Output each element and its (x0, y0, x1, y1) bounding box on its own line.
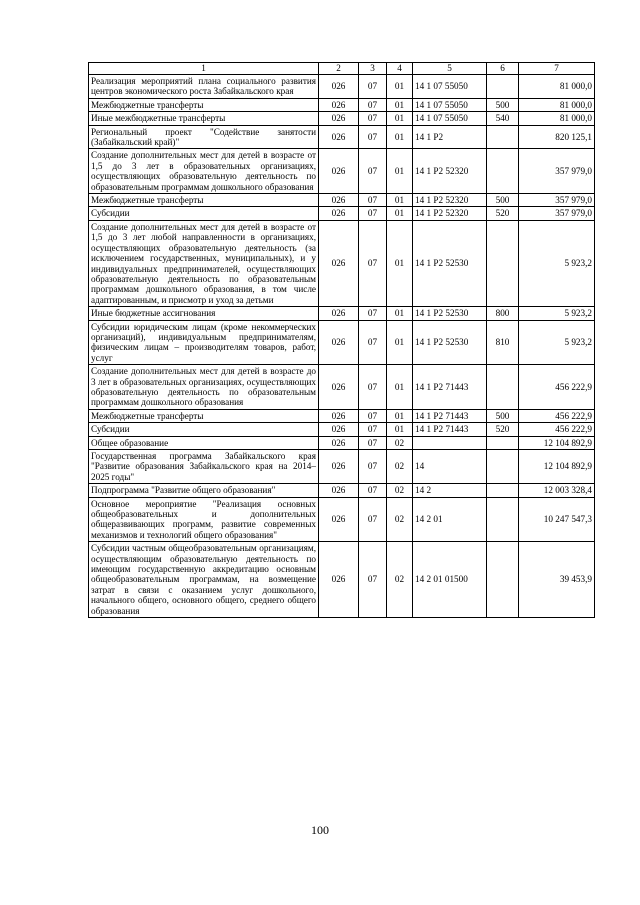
cell-amount: 39 453,9 (519, 542, 595, 618)
cell-ministry-code: 026 (319, 112, 359, 125)
cell-amount: 12 104 892,9 (519, 436, 595, 449)
cell-name: Региональный проект "Содействие занятости (Забайкальский край)" (89, 125, 319, 149)
cell-target-article: 14 1 P2 71443 (413, 409, 487, 422)
cell-expense-type (487, 365, 519, 410)
cell-target-article: 14 1 P2 52530 (413, 320, 487, 365)
table-row (89, 450, 595, 484)
cell-amount: 81 000,0 (519, 112, 595, 125)
table-row (89, 125, 595, 149)
cell-section: 07 (359, 365, 387, 410)
cell-expense-type (487, 484, 519, 497)
cell-subsection: 02 (387, 450, 413, 484)
cell-subsection: 02 (387, 436, 413, 449)
cell-subsection: 01 (387, 307, 413, 320)
cell-subsection: 01 (387, 112, 413, 125)
cell-name: Субсидии (89, 207, 319, 220)
budget-table (88, 62, 595, 618)
cell-name: Создание дополнительных мест для детей в возрасте до 3 лет в образовательных организациях, осуществляющих образовательную деятельность по образовательным программам дошкольного образования (89, 365, 319, 410)
cell-amount: 5 923,2 (519, 320, 595, 365)
cell-target-article: 14 2 01 (413, 497, 487, 542)
cell-name: Государственная программа Забайкальского края "Развитие образования Забайкальского края на 2014–2025 годы" (89, 450, 319, 484)
cell-subsection: 02 (387, 484, 413, 497)
cell-section: 07 (359, 194, 387, 207)
column-header-6: 6 (487, 63, 519, 75)
cell-amount: 456 222,9 (519, 423, 595, 436)
cell-section: 07 (359, 207, 387, 220)
cell-amount: 5 923,2 (519, 220, 595, 306)
cell-section: 07 (359, 436, 387, 449)
cell-expense-type (487, 220, 519, 306)
cell-subsection: 01 (387, 320, 413, 365)
cell-ministry-code: 026 (319, 75, 359, 99)
cell-amount: 357 979,0 (519, 194, 595, 207)
cell-expense-type (487, 149, 519, 194)
cell-name: Межбюджетные трансферты (89, 98, 319, 111)
table-row (89, 112, 595, 125)
cell-expense-type: 540 (487, 112, 519, 125)
cell-name: Реализация мероприятий плана социального развития центров экономического роста Забайкальского края (89, 75, 319, 99)
cell-section: 07 (359, 497, 387, 542)
cell-expense-type (487, 450, 519, 484)
table-header-row (89, 63, 595, 75)
cell-target-article: 14 1 P2 52530 (413, 307, 487, 320)
cell-target-article (413, 436, 487, 449)
cell-ministry-code: 026 (319, 194, 359, 207)
cell-expense-type: 500 (487, 409, 519, 422)
cell-target-article: 14 1 P2 52320 (413, 207, 487, 220)
cell-target-article: 14 1 P2 52320 (413, 149, 487, 194)
cell-ministry-code: 026 (319, 320, 359, 365)
column-header-7: 7 (519, 63, 595, 75)
cell-target-article: 14 2 01 01500 (413, 542, 487, 618)
cell-expense-type (487, 497, 519, 542)
page-number: 100 (311, 823, 329, 837)
cell-ministry-code: 026 (319, 365, 359, 410)
cell-section: 07 (359, 149, 387, 194)
cell-ministry-code: 026 (319, 542, 359, 618)
cell-expense-type: 500 (487, 194, 519, 207)
cell-target-article: 14 1 07 55050 (413, 75, 487, 99)
cell-expense-type (487, 125, 519, 149)
cell-amount: 357 979,0 (519, 207, 595, 220)
table-row (89, 98, 595, 111)
cell-section: 07 (359, 98, 387, 111)
cell-section: 07 (359, 125, 387, 149)
cell-target-article: 14 (413, 450, 487, 484)
cell-subsection: 01 (387, 98, 413, 111)
cell-ministry-code: 026 (319, 307, 359, 320)
cell-subsection: 01 (387, 365, 413, 410)
cell-amount: 820 125,1 (519, 125, 595, 149)
cell-expense-type (487, 436, 519, 449)
cell-ministry-code: 026 (319, 149, 359, 194)
table-body (89, 75, 595, 618)
cell-amount: 10 247 547,3 (519, 497, 595, 542)
table-row (89, 149, 595, 194)
cell-subsection: 01 (387, 125, 413, 149)
cell-target-article: 14 1 P2 52530 (413, 220, 487, 306)
cell-amount: 81 000,0 (519, 75, 595, 99)
cell-amount: 12 104 892,9 (519, 450, 595, 484)
cell-expense-type (487, 542, 519, 618)
table-row (89, 484, 595, 497)
cell-name: Иные межбюджетные трансферты (89, 112, 319, 125)
cell-section: 07 (359, 320, 387, 365)
table-row (89, 409, 595, 422)
cell-target-article: 14 1 07 55050 (413, 112, 487, 125)
cell-ministry-code: 026 (319, 497, 359, 542)
table-row (89, 220, 595, 306)
cell-amount: 12 003 328,4 (519, 484, 595, 497)
cell-ministry-code: 026 (319, 450, 359, 484)
cell-ministry-code: 026 (319, 423, 359, 436)
cell-subsection: 01 (387, 423, 413, 436)
cell-expense-type: 520 (487, 423, 519, 436)
cell-amount: 456 222,9 (519, 409, 595, 422)
cell-section: 07 (359, 450, 387, 484)
table-row (89, 365, 595, 410)
cell-expense-type (487, 75, 519, 99)
column-header-2: 2 (319, 63, 359, 75)
cell-name: Создание дополнительных мест для детей в возрасте от 1,5 до 3 лет любой направленности в организациях, осуществляющих образовательную деятельность (за исключением государственных, муниципальных), и у индивидуальных предпринимателей, осуществляющих образовательную деятельность по образовательным программам дошкольного образования, в том числе адаптированным, и присмотр и уход за детьми (89, 220, 319, 306)
table-row (89, 207, 595, 220)
cell-section: 07 (359, 484, 387, 497)
table-row (89, 194, 595, 207)
column-header-3: 3 (359, 63, 387, 75)
table-row (89, 423, 595, 436)
cell-subsection: 01 (387, 207, 413, 220)
cell-section: 07 (359, 423, 387, 436)
cell-section: 07 (359, 75, 387, 99)
cell-name: Создание дополнительных мест для детей в возрасте от 1,5 до 3 лет в образовательных организациях, осуществляющих образовательную деятельность по образовательным программам дошкольного образования (89, 149, 319, 194)
cell-name: Субсидии частным общеобразовательным организациям, осуществляющим образовательную деятельность по имеющим государственную аккредитацию основным общеобразовательным программам, на возмещение затрат в связи с оказанием услуг дошкольного, начального общего, основного общего, среднего общего образования (89, 542, 319, 618)
cell-expense-type: 800 (487, 307, 519, 320)
cell-name: Иные бюджетные ассигнования (89, 307, 319, 320)
cell-name: Основное мероприятие "Реализация основных общеобразовательных и дополнительных общеразвивающих программ, развитие современных механизмов и технологий общего образования" (89, 497, 319, 542)
cell-name: Межбюджетные трансферты (89, 194, 319, 207)
cell-ministry-code: 026 (319, 220, 359, 306)
cell-expense-type: 520 (487, 207, 519, 220)
table-row (89, 307, 595, 320)
cell-subsection: 02 (387, 497, 413, 542)
table-row (89, 542, 595, 618)
cell-subsection: 01 (387, 409, 413, 422)
cell-name: Субсидии (89, 423, 319, 436)
cell-ministry-code: 026 (319, 436, 359, 449)
cell-section: 07 (359, 220, 387, 306)
cell-subsection: 01 (387, 194, 413, 207)
table-row (89, 75, 595, 99)
cell-section: 07 (359, 542, 387, 618)
cell-target-article: 14 1 P2 71443 (413, 365, 487, 410)
cell-name: Межбюджетные трансферты (89, 409, 319, 422)
cell-subsection: 02 (387, 542, 413, 618)
cell-subsection: 01 (387, 149, 413, 194)
cell-name: Общее образование (89, 436, 319, 449)
cell-subsection: 01 (387, 75, 413, 99)
cell-section: 07 (359, 307, 387, 320)
cell-amount: 357 979,0 (519, 149, 595, 194)
cell-ministry-code: 026 (319, 98, 359, 111)
table-row (89, 320, 595, 365)
cell-amount: 5 923,2 (519, 307, 595, 320)
cell-target-article: 14 1 P2 52320 (413, 194, 487, 207)
cell-ministry-code: 026 (319, 125, 359, 149)
cell-target-article: 14 2 (413, 484, 487, 497)
column-header-4: 4 (387, 63, 413, 75)
cell-target-article: 14 1 07 55050 (413, 98, 487, 111)
cell-amount: 81 000,0 (519, 98, 595, 111)
cell-section: 07 (359, 409, 387, 422)
cell-amount: 456 222,9 (519, 365, 595, 410)
cell-ministry-code: 026 (319, 409, 359, 422)
cell-ministry-code: 026 (319, 207, 359, 220)
table-row (89, 436, 595, 449)
cell-expense-type: 500 (487, 98, 519, 111)
column-header-5: 5 (413, 63, 487, 75)
cell-name: Субсидии юридическим лицам (кроме некоммерческих организаций), индивидуальным предпринимателям, физическим лицам – производителям товаров, работ, услуг (89, 320, 319, 365)
cell-name: Подпрограмма "Развитие общего образования" (89, 484, 319, 497)
cell-expense-type: 810 (487, 320, 519, 365)
table-row (89, 497, 595, 542)
cell-subsection: 01 (387, 220, 413, 306)
cell-section: 07 (359, 112, 387, 125)
cell-target-article: 14 1 P2 71443 (413, 423, 487, 436)
column-header-1: 1 (89, 63, 319, 75)
cell-ministry-code: 026 (319, 484, 359, 497)
cell-target-article: 14 1 P2 (413, 125, 487, 149)
